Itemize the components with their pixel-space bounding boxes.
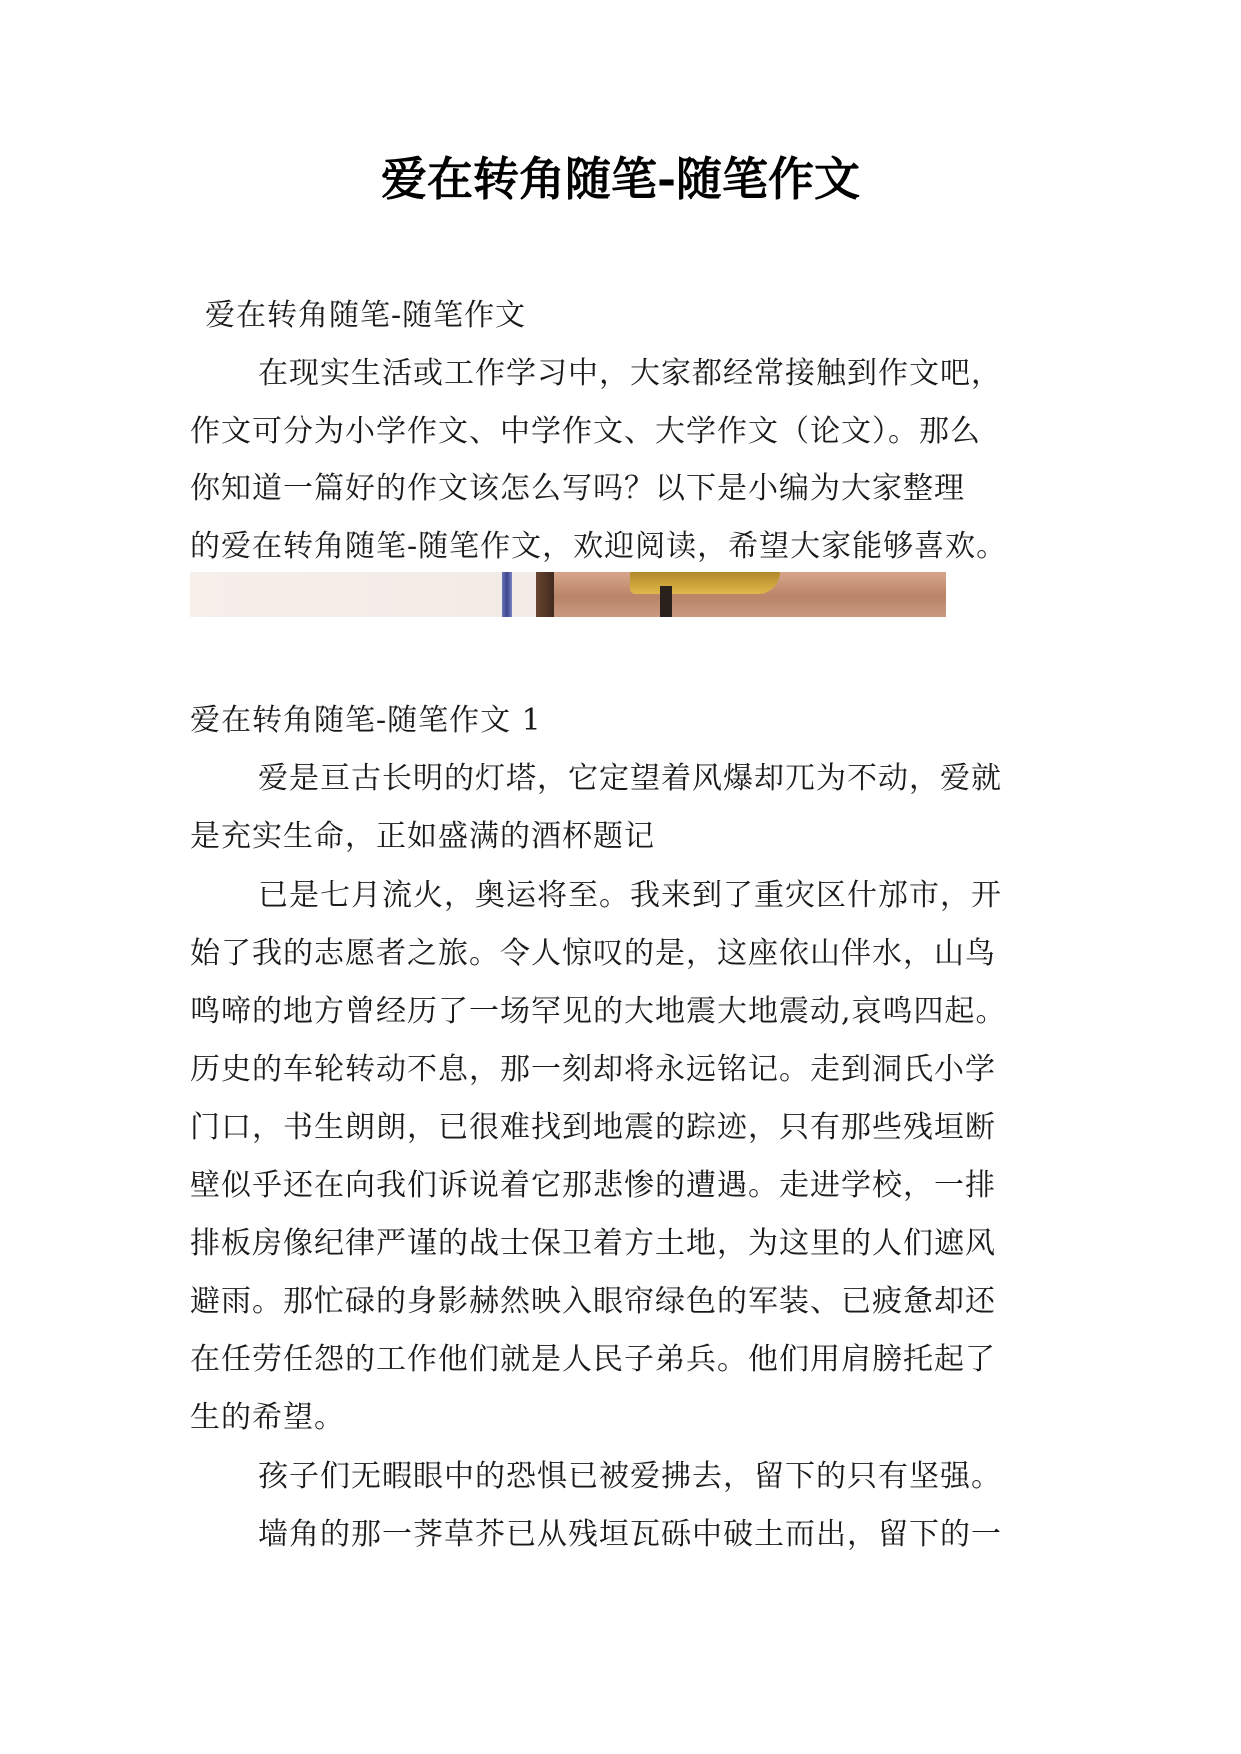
body-line: 是充实生命，正如盛满的酒杯题记 — [190, 819, 655, 854]
body-line: 孩子们无暇眼中的恐惧已被爱拂去，留下的只有坚强。 — [258, 1459, 1002, 1494]
intro-line: 的爱在转角随笔-随笔作文，欢迎阅读，希望大家能够喜欢。 — [190, 529, 1008, 564]
body-line: 鸣啼的地方曾经历了一场罕见的大地震大地震动,哀鸣四起。 — [190, 994, 1007, 1029]
body-line: 壁似乎还在向我们诉说着它那悲惨的遭遇。走进学校，一排 — [190, 1168, 996, 1203]
body-line: 始了我的志愿者之旅。令人惊叹的是，这座依山伴水，山鸟 — [190, 936, 996, 971]
body-line: 爱是亘古长明的灯塔，它定望着风爆却兀为不动，爱就 — [258, 761, 1002, 796]
cropped-photo — [190, 572, 946, 617]
body-line: 生的希望。 — [190, 1400, 345, 1435]
body-line: 门口，书生朗朗，已很难找到地震的踪迹，只有那些残垣断 — [190, 1110, 996, 1145]
intro-line: 在现实生活或工作学习中，大家都经常接触到作文吧， — [258, 356, 1002, 391]
intro-line: 作文可分为小学作文、中学作文、大学作文（论文）。那么 — [190, 414, 981, 449]
body-line: 已是七月流火，奥运将至。我来到了重灾区什邡市，开 — [258, 878, 1002, 913]
body-line: 在任劳任怨的工作他们就是人民子弟兵。他们用肩膀托起了 — [190, 1342, 996, 1377]
document-subtitle: 爱在转角随笔-随笔作文 — [205, 298, 527, 333]
body-line: 墙角的那一荠草芥已从残垣瓦砾中破土而出，留下的一 — [258, 1517, 1002, 1552]
intro-line: 你知道一篇好的作文该怎么写吗？以下是小编为大家整理 — [190, 471, 965, 506]
body-line: 排板房像纪律严谨的战士保卫着方土地，为这里的人们遮风 — [190, 1226, 996, 1261]
document-title: 爱在转角随笔-随笔作文 — [380, 152, 861, 206]
body-line: 避雨。那忙碌的身影赫然映入眼帘绿色的军装、已疲惫却还 — [190, 1284, 996, 1319]
section-heading: 爱在转角随笔-随笔作文 1 — [190, 703, 542, 738]
body-line: 历史的车轮转动不息，那一刻却将永远铭记。走到洞氏小学 — [190, 1052, 996, 1087]
